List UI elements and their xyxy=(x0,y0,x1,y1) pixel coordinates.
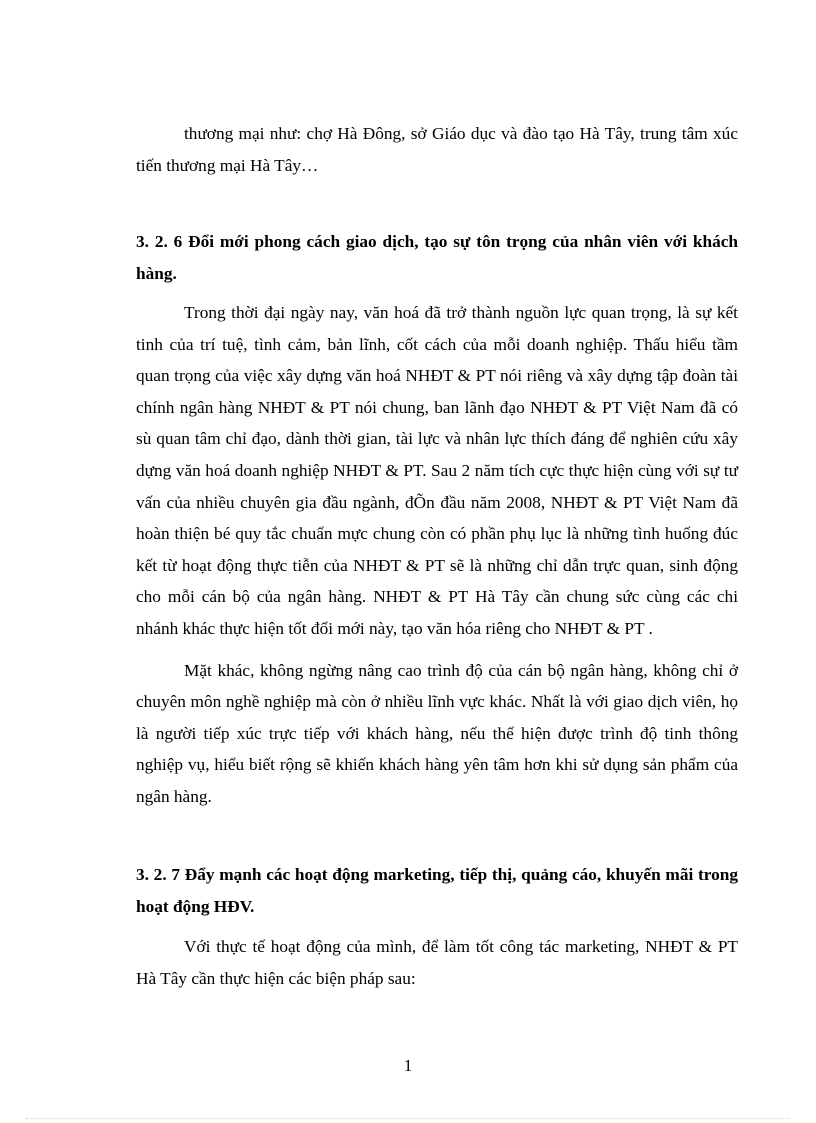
page-number: 1 xyxy=(403,1056,413,1075)
section-3-2-7-paragraph-1: Với thực tế hoạt động của mình, để làm tốt công tác marketing, NHĐT & PT Hà Tây cần thực hiện các biện pháp sau: xyxy=(136,937,738,988)
section-3-2-6-paragraph-1: Trong thời đại ngày nay, văn hoá đã trở thành nguồn lực quan trọng, là sự kết tinh của trí tuệ, tình cảm, bản lĩnh, cốt cách của mỗi doanh nghiệp. Thấu hiểu tầm quan trọng của việc xây dựng văn hoá NHĐT & PT nói riêng và xây dựng tập đoàn tài chính ngân hàng NHĐT & PT nói chung, ban lãnh đạo NHĐT & PT Việt Nam đã có sù quan tâm chỉ đạo, dành thời gian, tài lực và nhân lực thích đáng để nghiên cứu xây dựng văn hoá doanh nghiệp NHĐT & PT. Sau 2 năm tích cực thực hiện cùng với sự tư vấn của nhiều chuyên gia đầu ngành, đÕn đầu năm 2008, NHĐT & PT Việt Nam đã hoàn thiện bé quy tắc chuẩn mực chung còn có phần phụ lục là những tình huống đúc kết từ hoạt động thực tiễn của NHĐT & PT sẽ là những chỉ dẫn trực quan, sinh động cho mỗi cán bộ của ngân hàng. NHĐT & PT Hà Tây cần chung sức cùng các chi nhánh khác thực hiện tốt đổi mới này, tạo văn hóa riêng cho NHĐT & PT . xyxy=(136,303,738,638)
section-3-2-7-heading: 3. 2. 7 Đẩy mạnh các hoạt động marketing, tiếp thị, quảng cáo, khuyến mãi trong hoạt động HĐV. xyxy=(136,865,738,916)
section-3-2-7-body xyxy=(136,931,738,994)
intro-block xyxy=(136,118,738,181)
intro-paragraph: thương mại như: chợ Hà Đông, sở Giáo dục và đào tạo Hà Tây, trung tâm xúc tiến thương mại Hà Tây… xyxy=(136,124,738,175)
section-3-2-6-heading: 3. 2. 6 Đổi mới phong cách giao dịch, tạo sự tôn trọng của nhân viên với khách hàng. xyxy=(136,232,738,283)
page-bottom-divider xyxy=(26,1118,790,1119)
section-3-2-6-paragraph-2: Mặt khác, không ngừng nâng cao trình độ của cán bộ ngân hàng, không chỉ ở chuyên môn nghề nghiệp mà còn ở nhiều lĩnh vực khác. Nhất là với giao dịch viên, họ là người tiếp xúc trực tiếp với khách hàng, nếu thể hiện được trình độ tinh thông nghiệp vụ, hiểu biết rộng sẽ khiến khách hàng yên tâm hơn khi sử dụng sản phẩm của ngân hàng. xyxy=(136,660,738,806)
section-3-2-6-body xyxy=(136,297,738,813)
